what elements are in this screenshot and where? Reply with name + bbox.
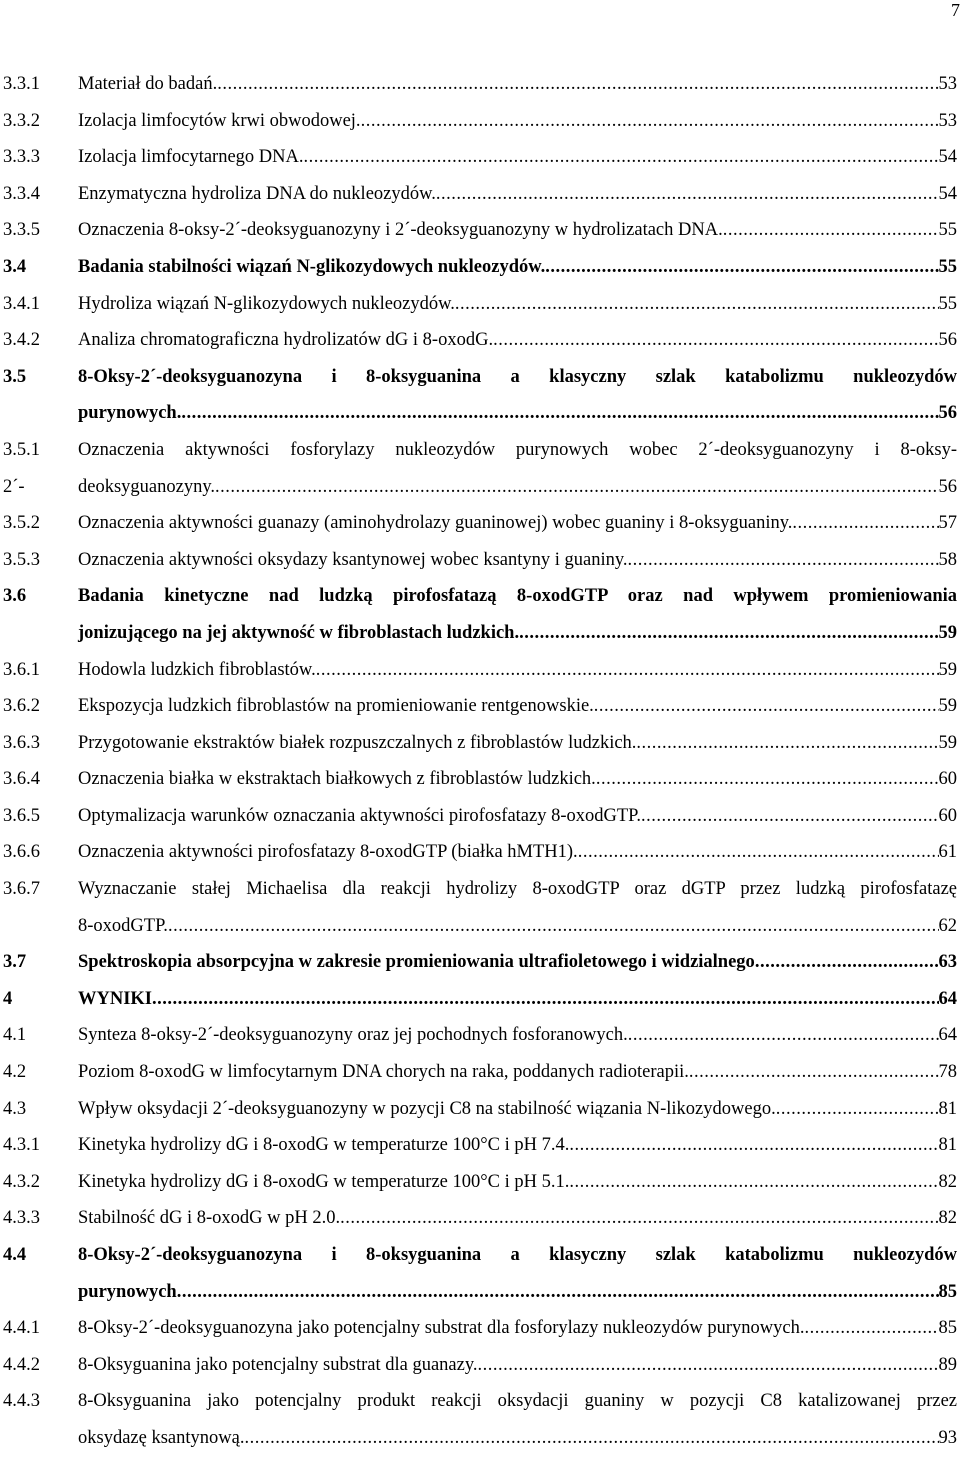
toc-entry-line xyxy=(0,249,960,286)
toc-entry-number: 3.5.2 xyxy=(3,513,40,534)
toc-entry-page[interactable]: 64 xyxy=(938,1025,957,1046)
toc-entry-page[interactable]: 59 xyxy=(938,622,957,643)
toc-entry-page[interactable]: 60 xyxy=(938,769,957,790)
toc-entry-title[interactable]: Hodowla ludzkich fibroblastów. xyxy=(78,659,316,680)
toc-entry-line xyxy=(0,761,960,798)
toc-entry-title[interactable]: Stabilność dG i 8-oxodG w pH 2.0. xyxy=(78,1208,341,1229)
toc-entry-number: 3.3.4 xyxy=(3,183,40,204)
toc-entry-number: 4.3 xyxy=(3,1098,27,1119)
toc-entry-page[interactable]: 82 xyxy=(938,1208,957,1229)
toc-entry-page[interactable]: 85 xyxy=(938,1281,957,1302)
toc-entry-number: 4.3.1 xyxy=(3,1135,40,1156)
toc-entry-title[interactable]: purynowych xyxy=(78,1281,177,1302)
toc-entry-number: 3.3.2 xyxy=(3,110,40,131)
toc-entry-number: 3.6.5 xyxy=(3,805,40,826)
toc-entry-title[interactable]: Izolacja limfocytów krwi obwodowej. xyxy=(78,110,361,131)
toc-entry-title[interactable]: Spektroskopia absorpcyjna w zakresie promieniowania ultrafioletowego i widzialnego xyxy=(78,952,755,973)
dot-leader xyxy=(804,1310,938,1347)
toc-entry-title[interactable]: 8-Oksy-2´-deoksyguanozyna i 8-oksyguanina a klasyczny szlak katabolizmu nukleozydów xyxy=(78,366,957,387)
toc-entry-line xyxy=(0,103,960,140)
toc-entry-page[interactable]: 57 xyxy=(938,513,957,534)
toc-entry-title[interactable]: Materiał do badań. xyxy=(78,74,218,94)
toc-entry-line xyxy=(0,1164,960,1201)
dot-leader xyxy=(594,688,939,725)
dot-leader xyxy=(792,505,938,542)
toc-entry-page[interactable]: 60 xyxy=(938,805,957,826)
toc-entry-number: 4.1 xyxy=(3,1025,27,1046)
toc-entry-line xyxy=(0,1420,960,1457)
toc-entry-page[interactable]: 56 xyxy=(938,476,957,497)
toc-entry-line xyxy=(0,286,960,323)
toc-entry-title[interactable]: Oznaczenia aktywności fosforylazy nukleozydów purynowych wobec 2´-deoksyguanozyny i 8-oksy- xyxy=(78,439,957,460)
toc-entry-number: 4.2 xyxy=(3,1062,27,1083)
toc-entry-number: 3.7 xyxy=(3,952,27,973)
toc-entry-title[interactable]: 8-Oksyguanina jako potencjalny produkt reakcji oksydacji guaniny w pozycji C8 katalizowanej przez xyxy=(78,1391,957,1412)
dot-leader xyxy=(152,981,938,1018)
toc-entry-line xyxy=(0,66,960,103)
toc-entry-number: 3.4.2 xyxy=(3,330,40,351)
dot-leader xyxy=(316,652,939,689)
toc-entry-number: 4.3.3 xyxy=(3,1208,40,1229)
dot-leader xyxy=(569,1127,938,1164)
toc-entry-line xyxy=(0,981,960,1018)
toc-entry-line xyxy=(0,944,960,981)
toc-entry-number: 3.3.5 xyxy=(3,220,40,241)
toc-entry-page[interactable]: 53 xyxy=(938,110,957,131)
toc-entry-number: 4.3.2 xyxy=(3,1171,40,1192)
toc-entry-number: 3.4 xyxy=(3,256,27,277)
toc-entry-title[interactable]: Poziom 8-oxodG w limfocytarnym DNA chorych na raka, poddanych radioterapii. xyxy=(78,1062,689,1083)
dot-leader xyxy=(340,1200,938,1237)
dot-leader xyxy=(244,1420,938,1457)
toc-entry-page[interactable]: 56 xyxy=(938,403,957,424)
toc-entry-number: 3.6.2 xyxy=(3,696,40,717)
toc-entry-line xyxy=(0,1237,960,1274)
toc-entry-page[interactable]: 85 xyxy=(938,1318,957,1339)
toc-entry-title[interactable]: WYNIKI xyxy=(78,988,153,1009)
toc-entry-line xyxy=(0,542,960,579)
dot-leader xyxy=(755,944,939,981)
toc-entry-page[interactable]: 62 xyxy=(938,915,957,936)
toc-entry-title[interactable]: Badania stabilności wiązań N-glikozydowych nukleozydów. xyxy=(78,256,546,277)
toc-entry-title[interactable]: 8-Oksy-2´-deoksyguanozyna i 8-oksyguanina a klasyczny szlak katabolizmu nukleozydów xyxy=(78,1245,957,1265)
dot-leader xyxy=(217,66,938,103)
dot-leader xyxy=(361,103,939,140)
toc-entry-title[interactable]: Enzymatyczna hydroliza DNA do nukleozydów. xyxy=(78,183,436,204)
toc-entry-number: 4.4.2 xyxy=(3,1354,40,1375)
toc-entry-line xyxy=(0,505,960,542)
toc-entry-title[interactable]: Synteza 8-oksy-2´-deoksyguanozyny oraz jej pochodnych fosforanowych. xyxy=(78,1025,628,1046)
toc-entry-line xyxy=(0,1274,960,1311)
toc-entry-page[interactable]: 61 xyxy=(938,842,957,863)
toc-entry-page[interactable]: 78 xyxy=(938,1062,957,1083)
toc-entry-title[interactable]: Przygotowanie ekstraktów białek rozpuszczalnych z fibroblastów ludzkich. xyxy=(78,732,637,753)
toc-entry-line xyxy=(0,725,960,762)
toc-entry-page[interactable]: 54 xyxy=(938,147,957,168)
dot-leader xyxy=(478,1347,939,1384)
toc-entry-line xyxy=(0,1347,960,1384)
toc-entry-number: 3.6 xyxy=(3,586,27,607)
toc-entry-number: 4 xyxy=(3,988,13,1009)
dot-leader xyxy=(168,908,939,945)
toc-entry-line xyxy=(0,359,960,396)
toc-entry-line xyxy=(0,469,960,506)
dot-leader xyxy=(569,1164,938,1201)
toc-entry-number: 3.3.3 xyxy=(3,147,40,168)
toc-entry-title[interactable]: Izolacja limfocytarnego DNA. xyxy=(78,147,304,168)
toc-entry-page[interactable]: 53 xyxy=(938,74,957,94)
toc-entry-title[interactable]: 8-oxodGTP. xyxy=(78,915,168,936)
toc-entry-title[interactable]: Oznaczenia aktywności oksydazy ksantynowej wobec ksantyny i guaniny. xyxy=(78,549,628,570)
toc-entry-line xyxy=(0,139,960,176)
toc-entry-number: 3.6.6 xyxy=(3,842,40,863)
toc-entry-number: 3.6.1 xyxy=(3,659,40,680)
dot-leader xyxy=(545,249,938,286)
toc-entry-line xyxy=(0,688,960,725)
toc-entry-line xyxy=(0,1091,960,1128)
dot-leader xyxy=(636,725,938,762)
toc-entry-number: 3.6.7 xyxy=(3,879,40,900)
dot-leader xyxy=(215,469,938,506)
toc-entry-line xyxy=(0,578,960,615)
toc-entry-page[interactable]: 58 xyxy=(938,549,957,570)
dot-leader xyxy=(628,542,939,579)
dot-leader xyxy=(519,615,938,652)
dot-leader xyxy=(628,1017,939,1054)
dot-leader xyxy=(436,176,939,213)
toc-entry-number: 4.4.1 xyxy=(3,1318,40,1339)
toc-entry-line xyxy=(0,1200,960,1237)
page-number: 7 xyxy=(951,0,960,20)
toc-entry-title[interactable]: Hydroliza wiązań N-glikozydowych nukleozydów. xyxy=(78,293,455,314)
toc-entry-page[interactable]: 63 xyxy=(938,952,957,973)
toc-entry-title[interactable]: Oznaczenia białka w ekstraktach białkowych z fibroblastów ludzkich. xyxy=(78,769,596,790)
toc-entry-number: 3.3.1 xyxy=(3,74,40,94)
toc-entry-title[interactable]: Badania kinetyczne nad ludzką pirofosfatazą 8-oxodGTP oraz nad wpływem promieniowania xyxy=(78,586,957,607)
toc-entry-line xyxy=(0,176,960,213)
dot-leader xyxy=(641,798,938,835)
toc-entry-page[interactable]: 89 xyxy=(938,1354,957,1375)
toc-entry-title[interactable]: Wpływ oksydacji 2´-deoksyguanozyny w pozycji C8 na stabilność wiązania N-likozydowego. xyxy=(78,1098,776,1119)
toc-entry-line xyxy=(0,798,960,835)
toc-entry-number: 3.5 xyxy=(3,366,27,387)
toc-entry-number: 3.6.3 xyxy=(3,732,40,753)
toc-entry-title[interactable]: Analiza chromatograficzna hydrolizatów dG i 8-oxodG. xyxy=(78,330,494,351)
dot-leader xyxy=(304,139,939,176)
toc-entry-page[interactable]: 54 xyxy=(938,183,957,204)
dot-leader xyxy=(493,322,938,359)
toc-entry-line xyxy=(0,1054,960,1091)
toc-entry-title[interactable]: Oznaczenia 8-oksy-2´-deoksyguanozyny i 2´-deoksyguanozyny w hydrolizatach DNA. xyxy=(78,220,723,241)
toc-entry-line xyxy=(0,395,960,432)
dot-leader xyxy=(776,1091,939,1128)
toc-entry-number: 4.4 xyxy=(3,1245,27,1265)
toc-entry-number: 3.5.1 xyxy=(3,439,40,460)
toc-entry-title[interactable]: Kinetyka hydrolizy dG i 8-oxodG w temperaturze 100°C i pH 7.4. xyxy=(78,1135,570,1156)
dot-leader xyxy=(455,286,939,323)
toc-entry-number: 3.5.3 xyxy=(3,549,40,570)
toc-entry-line xyxy=(0,1127,960,1164)
toc-entry-page[interactable]: 59 xyxy=(938,659,957,680)
dot-leader xyxy=(177,1274,939,1311)
toc-entry-number: 4.4.3 xyxy=(3,1391,40,1412)
toc-entry-page[interactable]: 55 xyxy=(938,293,957,314)
toc-entry-page[interactable]: 64 xyxy=(938,988,957,1009)
toc-entry-title[interactable]: Oznaczenia aktywności pirofosfatazy 8-oxodGTP (białka hMTH1). xyxy=(78,842,578,863)
toc-entry-page[interactable]: 59 xyxy=(938,696,957,717)
toc-entry-line xyxy=(0,908,960,945)
toc-entry-number: 3.4.1 xyxy=(3,293,40,314)
toc-entry-number: 3.6.4 xyxy=(3,769,40,790)
toc-entry-title[interactable]: Optymalizacja warunków oznaczania aktywności pirofosfatazy 8-oxodGTP. xyxy=(78,805,642,826)
toc-entry-line xyxy=(0,615,960,652)
toc-entry-page[interactable]: 56 xyxy=(938,330,957,351)
toc-entry-title[interactable]: Ekspozycja ludzkich fibroblastów na promieniowanie rentgenowskie. xyxy=(78,696,594,717)
toc-entry-line xyxy=(0,322,960,359)
toc-entry-line xyxy=(0,1310,960,1347)
toc-entry-title[interactable]: jonizującego na jej aktywność w fibroblastach ludzkich. xyxy=(78,622,520,643)
toc-entry-title[interactable]: 8-Oksy-2´-deoksyguanozyna jako potencjalny substrat dla fosforylazy nukleozydów purynowych. xyxy=(78,1318,805,1339)
toc-entry-page[interactable]: 59 xyxy=(938,732,957,753)
toc-entry-title[interactable]: Oznaczenia aktywności guanazy (aminohydrolazy guaninowej) wobec guaniny i 8-oksyguaniny. xyxy=(78,513,793,534)
table-of-contents xyxy=(0,66,960,1457)
toc-entry-page[interactable]: 55 xyxy=(938,256,957,277)
toc-entry-line xyxy=(0,652,960,689)
toc-entry-title[interactable]: Wyznaczanie stałej Michaelisa dla reakcji hydrolizy 8-oxodGTP oraz dGTP przez ludzką pirofosfatazę xyxy=(78,879,957,900)
toc-entry-page[interactable]: 93 xyxy=(938,1427,957,1448)
toc-entry-line xyxy=(0,871,960,908)
toc-entry-number: 2´- xyxy=(3,476,25,497)
toc-entry-page[interactable]: 82 xyxy=(938,1171,957,1192)
toc-entry-line xyxy=(0,1017,960,1054)
dot-leader xyxy=(689,1054,939,1091)
toc-entry-line xyxy=(0,432,960,469)
toc-entry-title[interactable]: purynowych. xyxy=(78,403,182,424)
toc-entry-title[interactable]: oksydazę ksantynową. xyxy=(78,1427,245,1448)
toc-entry-page[interactable]: 81 xyxy=(938,1098,957,1119)
toc-entry-title[interactable]: 8-Oksyguanina jako potencjalny substrat dla guanazy. xyxy=(78,1354,478,1375)
toc-entry-line xyxy=(0,212,960,249)
dot-leader xyxy=(181,395,938,432)
toc-entry-title[interactable]: Kinetyka hydrolizy dG i 8-oxodG w temperaturze 100°C i pH 5.1. xyxy=(78,1171,570,1192)
toc-entry-line xyxy=(0,1383,960,1420)
dot-leader xyxy=(596,761,939,798)
toc-entry-page[interactable]: 55 xyxy=(938,220,957,241)
toc-entry-page[interactable]: 81 xyxy=(938,1135,957,1156)
dot-leader xyxy=(578,834,939,871)
toc-entry-title[interactable]: deoksyguanozyny. xyxy=(78,476,216,497)
dot-leader xyxy=(723,212,939,249)
toc-entry-line xyxy=(0,834,960,871)
